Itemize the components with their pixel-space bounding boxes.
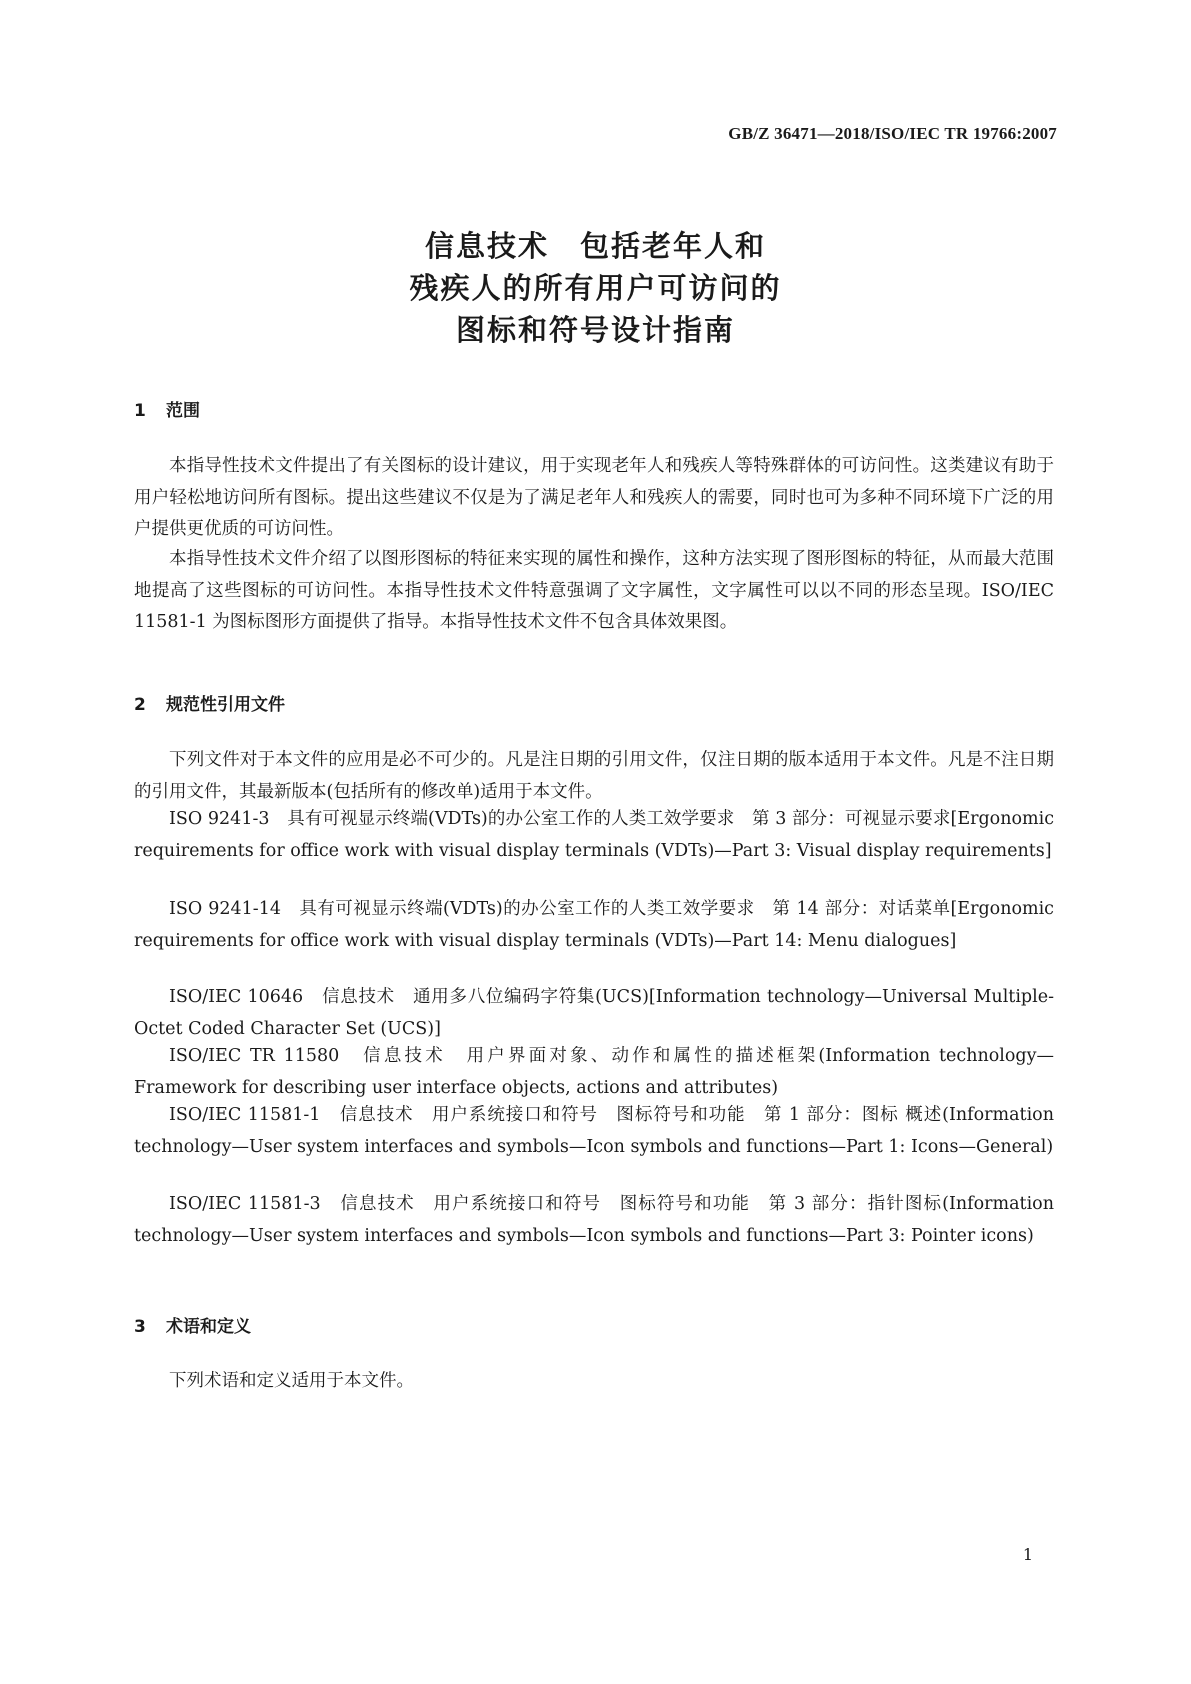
title-line: 图标和符号设计指南	[455, 313, 735, 347]
section-title: 规范性引用文件	[166, 695, 285, 715]
reference-item: ISO 9241-14 具有可视显示终端(VDTs)的办公室工作的人类工效学要求 第 14 部分：对话菜单[Ergonomic requirements for office work with visual display terminals (VDTs)—Part 14: Menu dialogues]	[134, 899, 1054, 951]
standard-code: GB/Z 36471—2018/ISO/IEC TR 19766:2007	[728, 124, 1057, 143]
reference-item: ISO/IEC 10646 信息技术 通用多八位编码字符集(UCS)[Information technology—Universal Multiple-Octet Coded Character Set (UCS)]	[134, 987, 1054, 1039]
section-heading-terms-definitions	[134, 1312, 251, 1337]
section-number: 2	[134, 695, 146, 715]
title-line: 残疾人的所有用户可访问的	[409, 271, 782, 305]
reference-item: ISO/IEC 11581-3 信息技术 用户系统接口和符号 图标符号和功能 第 3 部分：指针图标(Information technology—User system interfaces and symbols—Icon symbols and functions—Part 3: Pointer icons)	[134, 1194, 1054, 1246]
reference-item: ISO/IEC 11581-1 信息技术 用户系统接口和符号 图标符号和功能 第 1 部分：图标 概述(Information technology—User system interfaces and symbols—Icon symbols and functions—Part 1: Icons—General)	[134, 1105, 1054, 1157]
reference-item: ISO/IEC TR 11580 信息技术 用户界面对象、动作和属性的描述框架(Information technology—Framework for describing user interface objects, actions and attributes)	[134, 1046, 1054, 1098]
page-number: 1	[1022, 1545, 1033, 1564]
section-title: 术语和定义	[166, 1317, 251, 1337]
title-line: 信息技术 包括老年人和	[424, 229, 766, 263]
paragraph: 下列术语和定义适用于本文件。	[169, 1371, 414, 1391]
paragraph: 本指导性技术文件介绍了以图形图标的特征来实现的属性和操作，这种方法实现了图形图标的特征，从而最大范围地提高了这些图标的可访问性。本指导性技术文件特意强调了文字属性，文字属性可以以不同的形态呈现。ISO/IEC 11581-1 为图标图形方面提供了指导。本指导性技术文件不包含具体效果图。	[134, 549, 1054, 632]
document-title	[0, 225, 1191, 351]
section-number: 1	[134, 401, 146, 421]
section-number: 3	[134, 1317, 146, 1337]
section-heading-scope	[134, 396, 200, 421]
reference-item: ISO 9241-3 具有可视显示终端(VDTs)的办公室工作的人类工效学要求 第 3 部分：可视显示要求[Ergonomic requirements for office work with visual display terminals (VDTs)—Part 3: Visual display requirements]	[134, 809, 1054, 861]
paragraph: 本指导性技术文件提出了有关图标的设计建议，用于实现老年人和残疾人等特殊群体的可访问性。这类建议有助于用户轻松地访问所有图标。提出这些建议不仅是为了满足老年人和残疾人的需要，同时也可为多种不同环境下广泛的用户提供更优质的可访问性。	[134, 456, 1054, 539]
section-heading-normative-references	[134, 690, 285, 715]
section-title: 范围	[166, 401, 200, 421]
paragraph: 下列文件对于本文件的应用是必不可少的。凡是注日期的引用文件，仅注日期的版本适用于本文件。凡是不注日期的引用文件，其最新版本(包括所有的修改单)适用于本文件。	[134, 750, 1054, 802]
